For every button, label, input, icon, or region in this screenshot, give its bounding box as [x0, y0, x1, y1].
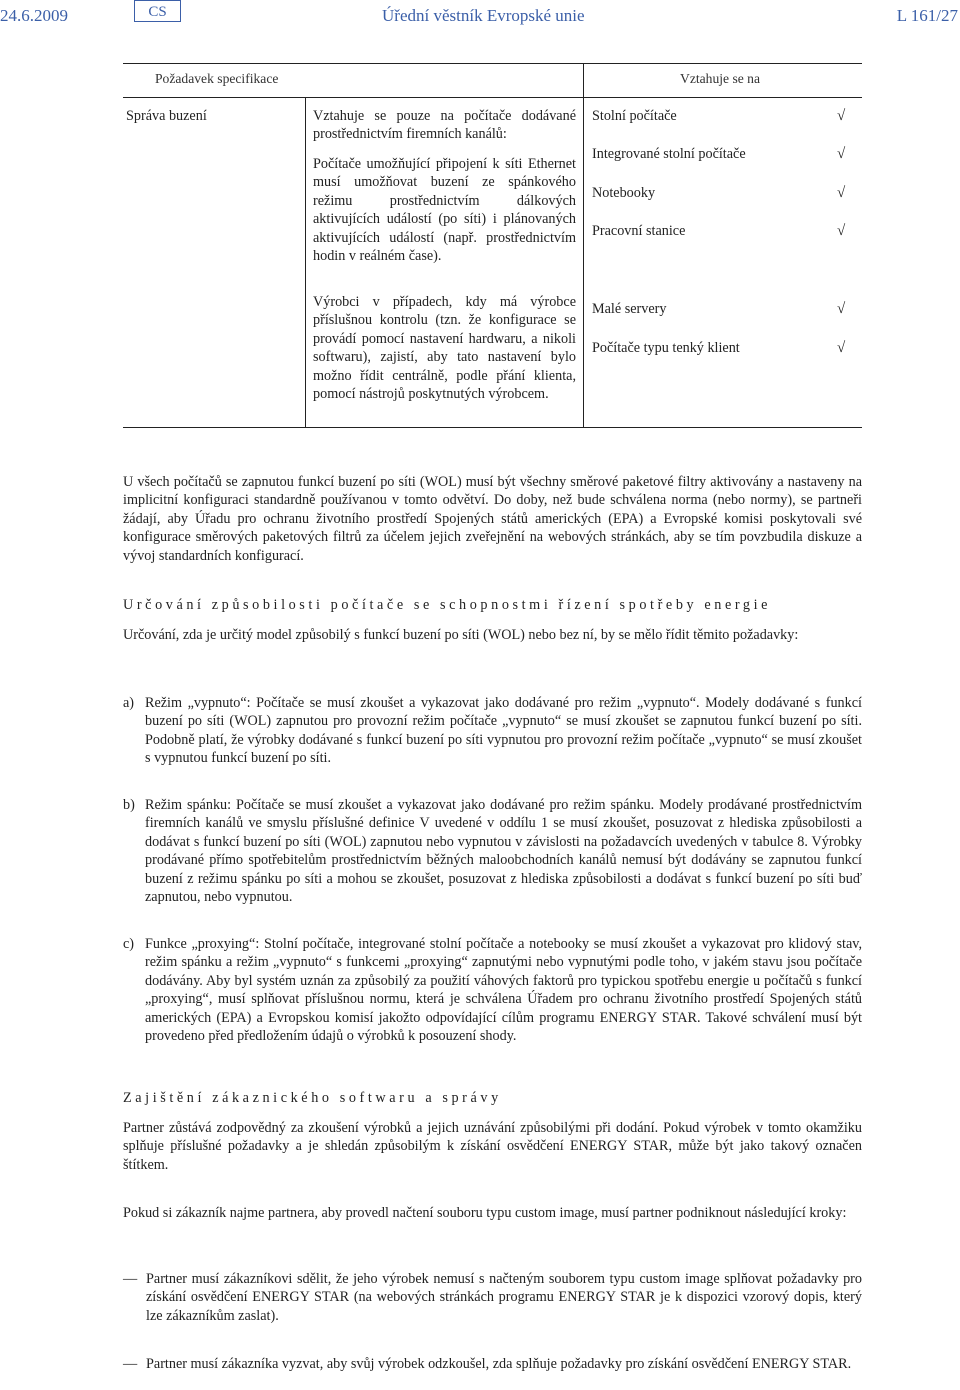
col-header-applies: Vztahuje se na [680, 71, 761, 86]
check-mark: √ [837, 340, 846, 356]
list-item-text: Režim „vypnuto“: Počítače se musí zkoušet a vykazovat jako dodávané pro režim „vypnuto“. Modely dodávané s funkcí buzení po síti (WOL) zapnutou pro provozní režim počítače „vypnuto“ se musí zkoušet se zapnutou funkcí buzení po síti. Podobně platí, že výrobky dodávané s funkcí buzení po síti vypnutou pro provozní režim počítače „vypnuto“ se musí zkoušet s vypnutou funkcí buzení po síti. [145, 695, 862, 767]
list-item-label: a) [123, 695, 135, 711]
section-heading-software: Zajištění zákaznického softwaru a správy [123, 1090, 502, 1106]
language-badge: CS [134, 0, 181, 22]
applies-item-desktop: Stolní počítače [592, 108, 677, 124]
dash-bullet: — [123, 1356, 138, 1372]
table-header-rule [123, 97, 862, 98]
paragraph-intro: Určování, zda je určitý model způsobilý s funkcí buzení po síti (WOL) nebo bez ní, by se mělo řídit těmito požadavky: [123, 627, 799, 643]
table-top-rule [123, 63, 862, 64]
applies-item-notebook: Notebooky [592, 185, 656, 201]
table-col-divider-2 [583, 63, 584, 427]
list-item-label: b) [123, 797, 135, 813]
applies-item-workstation: Pracovní stanice [592, 223, 686, 239]
list-item-label: c) [123, 936, 135, 952]
check-mark: √ [837, 301, 846, 317]
check-mark: √ [837, 223, 846, 239]
applies-item-integrated: Integrované stolní počítače [592, 146, 746, 162]
paragraph-wol: U všech počítačů se zapnutou funkcí buzení po síti (WOL) musí být všechny směrové paketové filtry aktivovány a nastaveny na implicitní konfiguraci standardně používanou v tomto odvětví. Do doby, než bude schválena norma (nebo normy), se partneři žádají, aby Úřadu pro ochranu životního prostředí Spojených států amerických (EPA) a Evropské komisi poskytovali své konfigurace směrových paketových filtrů za účelem jejich zveřejnění na webových stránkách, aby se tím povzbudila diskuze a vývoj standardních konfigurací. [123, 474, 862, 564]
applies-item-thin-client: Počítače typu tenký klient [592, 340, 740, 356]
publication-date: 24.6.2009 [0, 6, 68, 25]
requirement-desc-1: Vztahuje se pouze na počítače dodávané prostřednictvím firemních kanálů: [313, 108, 576, 143]
page-reference: L 161/27 [896, 6, 958, 25]
applies-item-small-server: Malé servery [592, 301, 667, 317]
row-label: Správa buzení [126, 108, 207, 124]
requirement-desc-3: Výrobci v případech, kdy má výrobce příslušnou kontrolu (tzn. že konfigurace se provádí pomocí nastavení hardwaru, a nikoli softwaru), zajistí, aby tato nastavení bylo možno řídit centrálně, podle přání klienta, pomocí nástrojů poskytnutých výrobcem. [313, 294, 576, 403]
section-heading-eligibility: Určování způsobilosti počítače se schopnostmi řízení spotřeby energie [123, 597, 772, 613]
dash-item-text: Partner musí zákazníka vyzvat, aby svůj výrobek odzkoušel, zda splňuje požadavky pro získání osvědčení ENERGY STAR. [146, 1356, 852, 1372]
table-bottom-rule [123, 427, 862, 428]
list-item-text: Režim spánku: Počítače se musí zkoušet a vykazovat jako dodávané pro režim spánku. Modely prodávané prostřednictvím firemních kanálů ve smyslu příslušné definice V uvedené v oddílu 1 se musí zkoušet, posuzovat z hlediska způsobilosti a dodávat s funkcí buzení po síti (WOL) zapnutou nebo vypnutou v závislosti na požadavcích uvedených v tabulce 8. Výrobky prodávané přímo spotřebitelům prostřednictvím běžných maloobchodních kanálů nemusí být dodávány se zapnutou funkcí buzení z režimu spánku po síti a mohou se zkoušet, posuzovat z hlediska způsobilosti a dodávat s funkcí buzení po síti buď zapnutou, nebo vypnutou. [145, 797, 862, 906]
paragraph-partner: Partner zůstává zodpovědný za zkoušení výrobků a jejich uznávání způsobilými při dodání. Pokud výrobek v tomto okamžiku splňuje příslušné požadavky a je shledán způsobilým k získání osvědčení ENERGY STAR, může být jako takový označen štítkem. [123, 1120, 862, 1173]
col-header-requirement: Požadavek specifikace [155, 71, 279, 86]
dash-item-text: Partner musí zákazníkovi sdělit, že jeho výrobek nemusí s načteným souborem typu custom image splňovat požadavky pro získání osvědčení ENERGY STAR (na webových stránkách programu ENERGY STAR je k dispozici vzorový dopis, který lze zákazníkům zaslat). [146, 1271, 862, 1324]
dash-bullet: — [123, 1271, 138, 1287]
list-item-text: Funkce „proxying“: Stolní počítače, integrované stolní počítače a notebooky se musí zkoušet a vykazovat pro klidový stav, režim spánku a režim „vypnuto“ s funkcemi „proxying“ zapnutými nebo vypnutými podle toho, v jakém stavu jsou počítače dodávány. Aby byl systém uznán za způsobilý za použití váhových faktorů pro typickou spotřebu energie u počítačů s funkcí „proxying“, musí splňovat příslušnou normu, která je schválena Úřadem pro ochranu životního prostředí Spojených států amerických (EPA) a Evropskou komisí jakožto odpovídající cílům programu ENERGY STAR. Takové schválení musí být provedeno před předložením údajů o výrobků k posouzení shody. [145, 936, 862, 1045]
check-mark: √ [837, 108, 846, 124]
requirement-desc-2: Počítače umožňující připojení k síti Ethernet musí umožňovat buzení ze spánkového režimu prostřednictvím dálkových aktivujících událostí (po síti) i plánovaných aktivujících událostí (např. prostřednictvím hodin v reálném čase). [313, 156, 576, 265]
journal-title: Úřední věstník Evropské unie [382, 6, 585, 25]
check-mark: √ [837, 146, 846, 162]
table-col-divider-1 [305, 97, 306, 427]
check-mark: √ [837, 185, 846, 201]
paragraph-custom-image: Pokud si zákazník najme partnera, aby provedl načtení souboru typu custom image, musí partner podniknout následující kroky: [123, 1205, 847, 1221]
